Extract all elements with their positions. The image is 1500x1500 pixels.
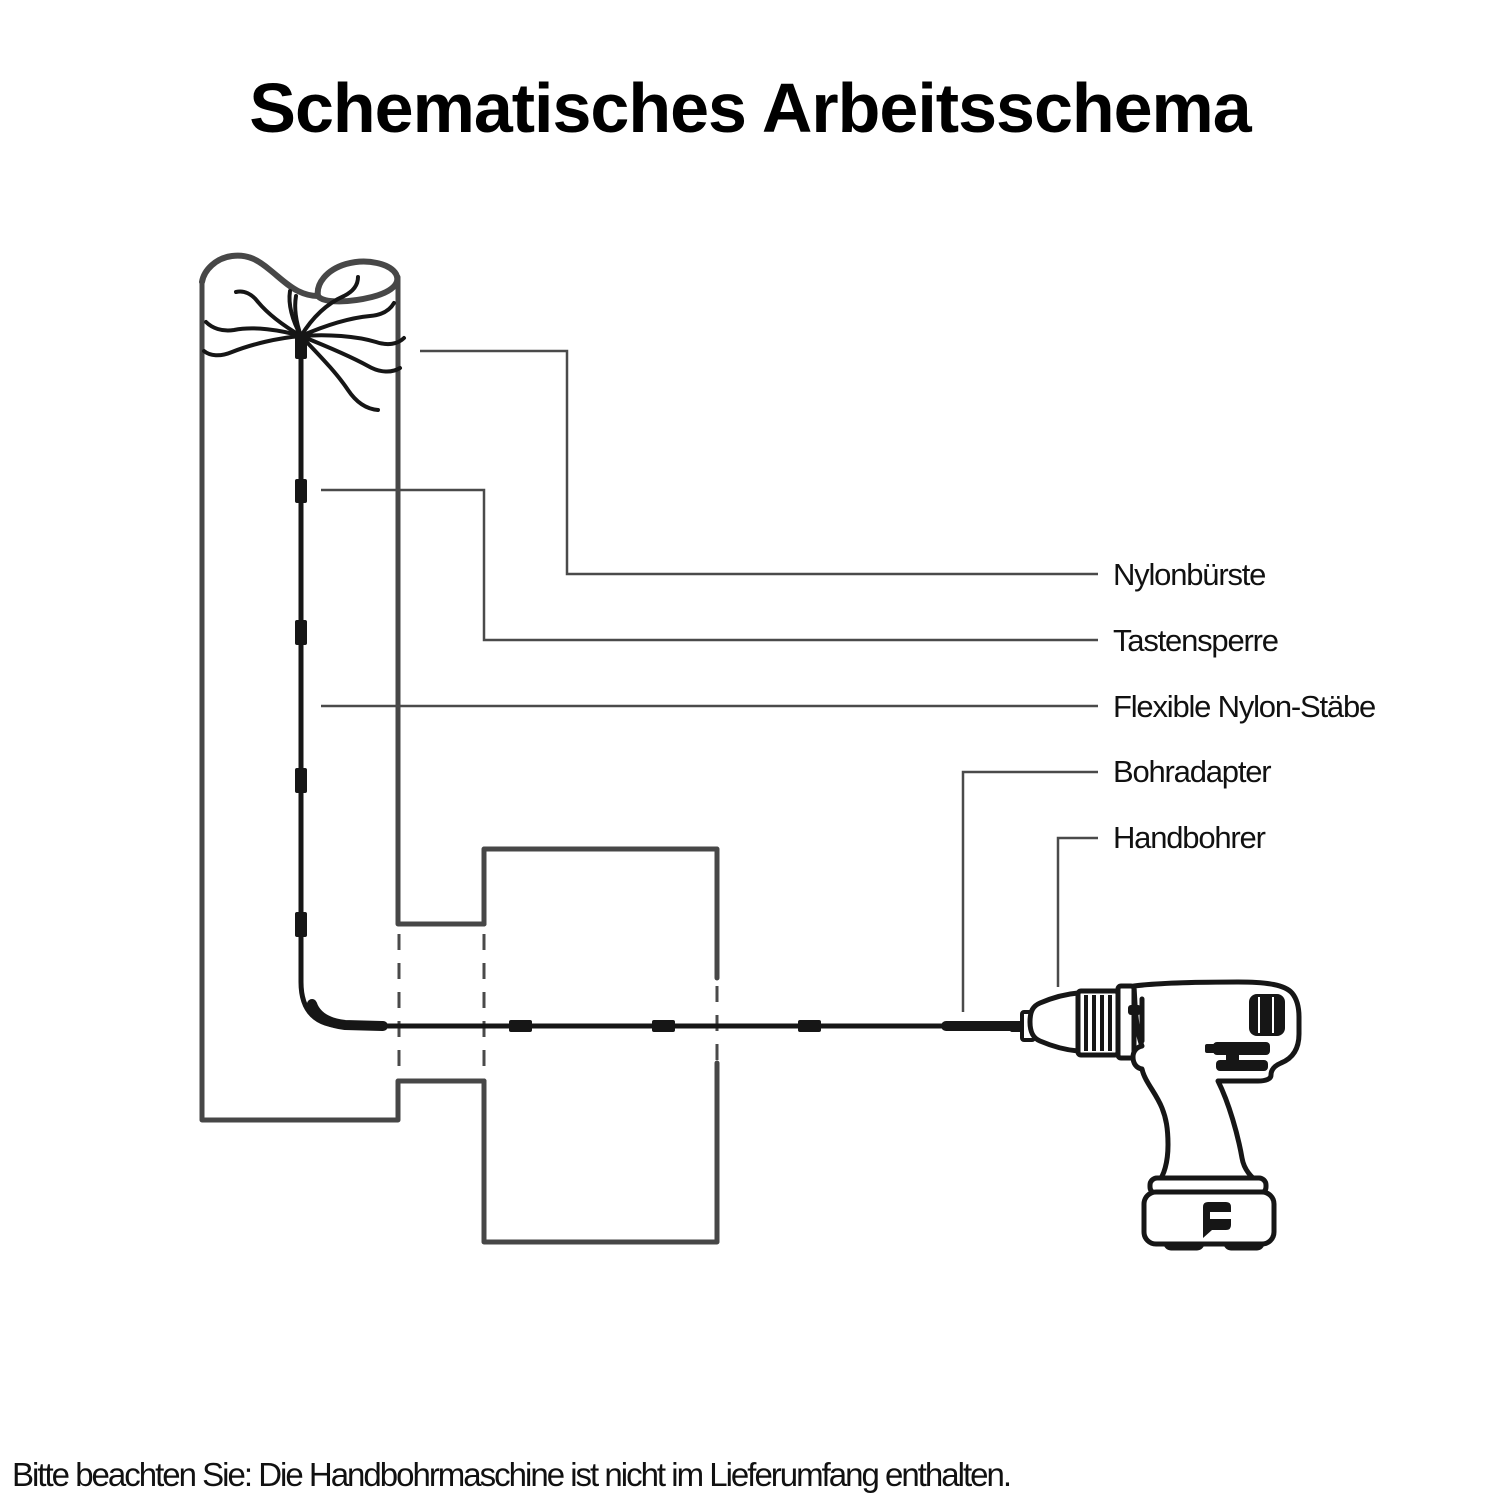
rod-connector [798, 1020, 821, 1032]
rod-connector [652, 1020, 675, 1032]
brush-ferrule [295, 333, 307, 359]
rod-connector [295, 620, 307, 645]
vent-highlight [1258, 997, 1260, 1033]
pipe-top-rim [202, 256, 318, 296]
wall-block [484, 849, 717, 1242]
footer-note: Bitte beachten Sie: Die Handbohrmaschine ist nicht im Lieferumfang enthalten. [12, 1456, 1010, 1493]
vent-bar [1213, 1042, 1270, 1055]
gear-selector-nub [1128, 1005, 1141, 1015]
chuck-rib [1084, 995, 1088, 1051]
drill-nose-cone [1030, 993, 1078, 1051]
vent-bar-tab [1205, 1044, 1217, 1053]
vent-bar [1216, 1060, 1268, 1071]
chuck-rib [1100, 995, 1104, 1051]
pipe-left-wall-and-bottom [202, 281, 484, 1120]
wall-lower-outline [484, 1063, 717, 1242]
page-title: Schematisches Arbeitsschema [249, 69, 1251, 147]
label-hand-drill: Handbohrer [1113, 820, 1265, 855]
rod-connector [295, 479, 307, 503]
flexible-rods [295, 333, 1016, 1032]
bristle [301, 336, 378, 410]
label-drill-adapter: Bohradapter [1113, 754, 1271, 789]
pipe-right-wall [398, 277, 484, 924]
chuck-rib [1092, 995, 1096, 1051]
label-nylon-brush: Nylonbürste [1113, 557, 1266, 592]
leader-lines [321, 351, 1098, 1012]
bristle [204, 336, 301, 355]
label-flexible-rods: Flexible Nylon-Stäbe [1113, 689, 1376, 724]
wall-upper-outline [484, 849, 717, 978]
leader-button-lock [321, 490, 1098, 640]
rod-connector [295, 912, 307, 937]
motor-vent [1249, 994, 1285, 1036]
rod-elbow-sleeve [312, 1004, 383, 1026]
vent-highlight [1272, 997, 1274, 1033]
bristle [301, 277, 358, 336]
chuck-rib [1108, 995, 1112, 1051]
hidden-duct-lines [399, 934, 717, 1076]
latch-slot [1210, 1212, 1231, 1219]
leader-nylon-brush [420, 351, 1098, 574]
rod-connector [295, 768, 307, 793]
leader-hand-drill [1058, 838, 1098, 987]
drill-collar [1118, 986, 1134, 1058]
leader-drill-adapter [963, 772, 1098, 1012]
hand-drill [1010, 982, 1299, 1248]
label-button-lock: Tastensperre [1113, 623, 1278, 658]
rod-connector [509, 1020, 532, 1032]
